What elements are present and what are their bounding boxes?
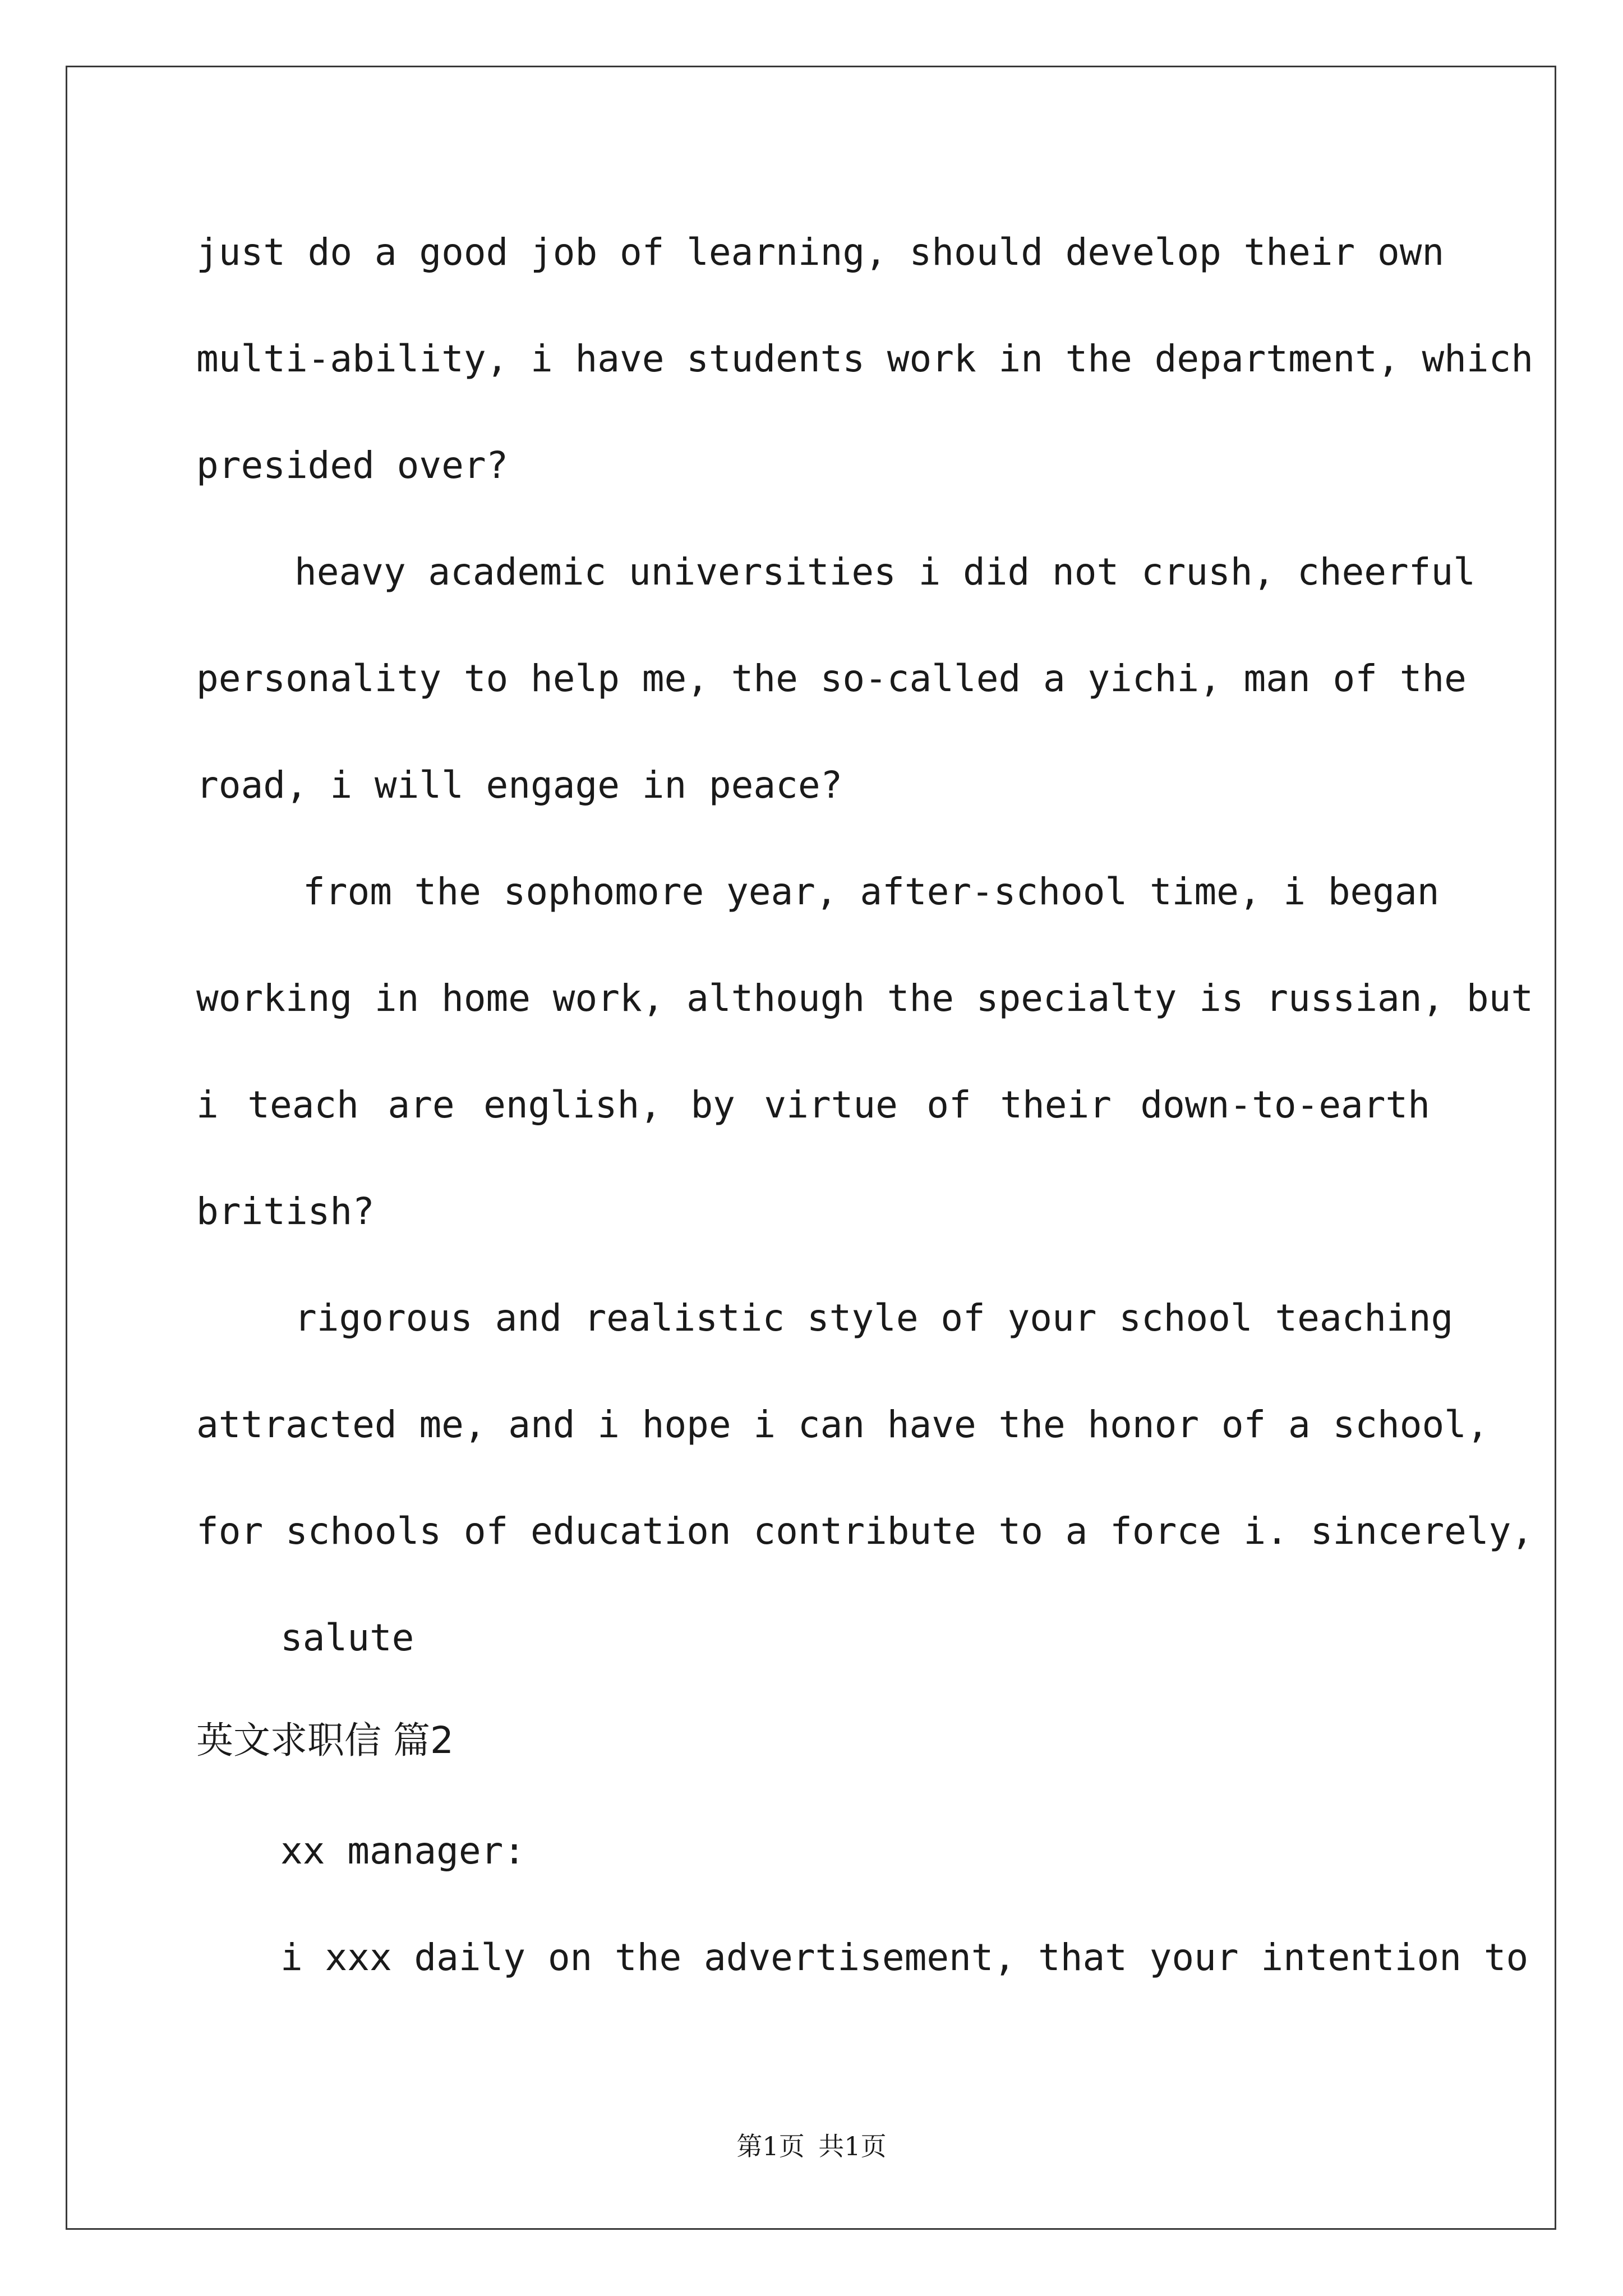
body-line-5: personality to help me, the so-called a yichi, man of the [196,657,1467,700]
page-border [66,66,1556,2230]
body-line-9: i teach are english, by virtue of their down-to-earth [196,1083,1430,1126]
body-line-1: just do a good job of learning, should develop their own [196,231,1445,274]
section2-line-1: i xxx daily on the advertisement, that your intention to [280,1936,1529,1979]
body-line-10: british? [196,1190,375,1233]
page-footer: 第1页 共1页 [736,2131,887,2161]
body-line-salute: salute [280,1616,414,1659]
body-line-6: road, i will engage in peace? [196,763,843,807]
body-line-3: presided over? [196,444,509,487]
body-line-13: for schools of education contribute to a force i. sincerely, [196,1510,1534,1553]
body-line-4: heavy academic universities i did not crush, cheerful [294,550,1476,593]
body-line-12: attracted me, and i hope i can have the honor of a school, [196,1403,1489,1446]
body-line-8: working in home work, although the specialty is russian, but [196,977,1534,1020]
section-heading: 英文求职信 篇2 [196,1719,454,1762]
body-line-11: rigorous and realistic style of your school teaching [294,1296,1454,1340]
body-line-7: from the sophomore year, after-school time, i began [303,870,1440,913]
greeting-line: xx manager: [280,1829,526,1872]
body-line-2: multi-ability, i have students work in the department, which [196,337,1534,380]
